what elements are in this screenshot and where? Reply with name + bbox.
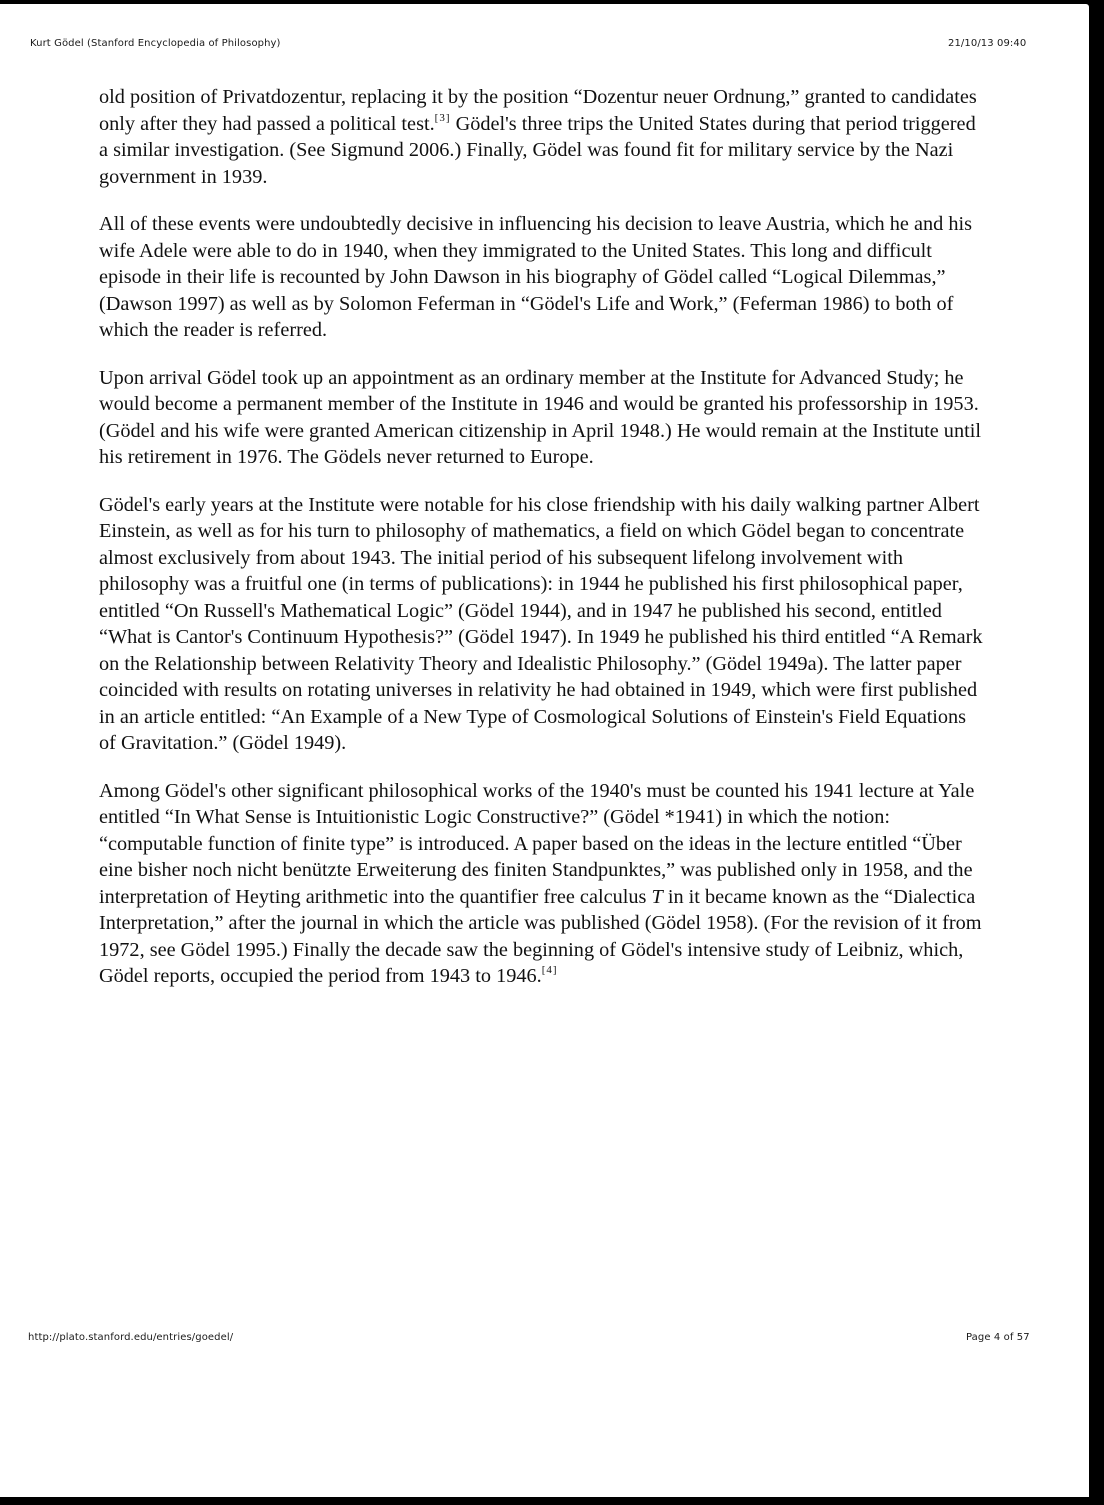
calculus-t-symbol: T bbox=[651, 885, 663, 908]
paragraph-4: Gödel's early years at the Institute were notable for his close friendship with his daily walking partner Albert Einstein, as well as for his turn to philosophy of mathematics, a field on which Gödel began to concentrate almost exclusively from about 1943. The initial period of his subsequent lifelong involvement with philosophy was a fruitful one (in terms of publications): in 1944 he published his first philosophical paper, entitled “On Russell's Mathematical Logic” (Gödel 1944), and in 1947 he published his second, entitled “What is Cantor's Continuum Hypothesis?” (Gödel 1947). In 1949 he published his third entitled “A Remark on the Relationship between Relativity Theory and Idealistic Philosophy.” (Gödel 1949a). The latter paper coincided with results on rotating universes in relativity he had obtained in 1949, which were first published in an article entitled: “An Example of a New Type of Cosmological Solutions of Einstein's Field Equations of Gravitation.” (Gödel 1949). bbox=[99, 493, 983, 754]
document-page bbox=[0, 4, 1089, 1497]
paragraph-5-text-cont: in it became known as the “Dialectica Interpretation,” after the journal in which the article was published (Gödel 1958). (For the revision of it from 1972, see Gödel 1995.) Finally the decade saw the beginning of Gödel's intensive study of Leibniz, which, Gödel reports, occupied the period from 1943 to 1946. bbox=[99, 885, 982, 987]
page-footer-url[interactable]: http://plato.stanford.edu/entries/goedel/ bbox=[28, 1332, 234, 1343]
paragraph-1-text: old position of Privatdozentur, replacing it by the position “Dozentur neuer Ordnung,” granted to candidates only after they had passed a political test. bbox=[99, 86, 977, 135]
paragraph-1 bbox=[99, 84, 984, 190]
paragraph-5 bbox=[99, 778, 984, 990]
article-body bbox=[99, 84, 984, 1011]
footnote-link-3[interactable]: [3] bbox=[434, 111, 451, 124]
footnote-link-4[interactable]: [4] bbox=[541, 964, 558, 976]
paragraph-1-text-cont: Gödel's three trips the United States during that period triggered a similar investigation. (See Sigmund 2006.) Finally, Gödel was found fit for military service by the Nazi government in 1939. bbox=[99, 112, 976, 188]
paragraph-3: Upon arrival Gödel took up an appointment as an ordinary member at the Institute for Advanced Study; he would become a permanent member of the Institute in 1946 and would be granted his professorship in 1953. (Gödel and his wife were granted American citizenship in April 1948.) He would remain at the Institute until his retirement in 1976. The Gödels never returned to Europe. bbox=[99, 366, 981, 468]
paragraph-5-text: Among Gödel's other significant philosophical works of the 1940's must be counted his 1941 lecture at Yale entitled “In What Sense is Intuitionistic Logic Constructive?” (Gödel *1941) in which the notion: “computable function of finite type” is introduced. A paper based on the ideas in the lecture entitled “Über eine bisher noch nicht benützte Erweiterung des finiten Standpunktes,” was published only in 1958, and the interpretation of Heyting arithmetic into the quantifier free calculus bbox=[99, 779, 975, 908]
page-header-title: Kurt Gödel (Stanford Encyclopedia of Philosophy) bbox=[30, 38, 281, 49]
paragraph-2: All of these events were undoubtedly decisive in influencing his decision to leave Austria, which he and his wife Adele were able to do in 1940, when they immigrated to the United States. This long and difficult episode in their life is recounted by John Dawson in his biography of Gödel called “Logical Dilemmas,” (Dawson 1997) as well as by Solomon Feferman in “Gödel's Life and Work,” (Feferman 1986) to both of which the reader is referred. bbox=[99, 213, 973, 341]
page-header-timestamp: 21/10/13 09:40 bbox=[948, 38, 1027, 49]
page-footer-page-indicator: Page 4 of 57 bbox=[966, 1332, 1030, 1343]
